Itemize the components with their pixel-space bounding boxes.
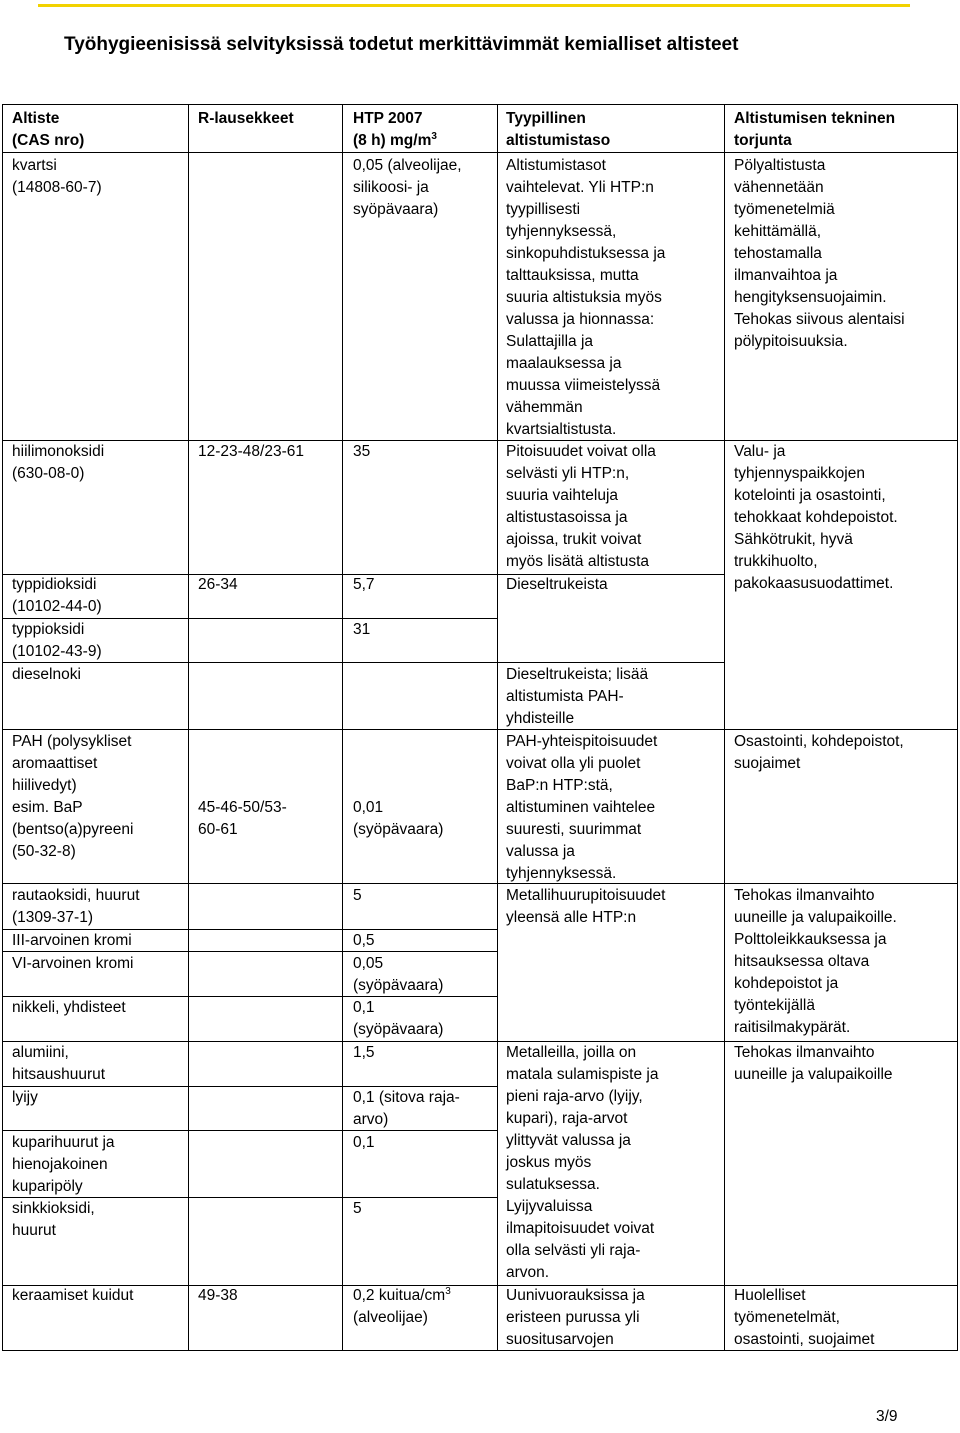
cell-htp: 0,2 kuitua/$cm^3$ (alveolijae) bbox=[353, 1286, 451, 1326]
cell-htp: 35 bbox=[353, 443, 371, 460]
cell-htp: 5 bbox=[353, 887, 362, 904]
cell-htp: 0,5 bbox=[353, 932, 375, 949]
cell-altiste: III-arvoinen kromi bbox=[12, 932, 132, 949]
cell-torjunta: Valu- ja tyhjennyspaikkojen kotelointi ja osastointi, tehokkaat kohdepoistot. Sähkötrukit, hyvä trukkihuolto, pakokaasusuodattimet. bbox=[734, 443, 898, 592]
cell-altiste: kuparihuurut ja hienojakoinen kuparipöly bbox=[12, 1134, 115, 1195]
cell-htp: 31 bbox=[353, 621, 371, 638]
cell-torjunta: Huolelliset työmenetelmät, osastointi, suojaimet bbox=[734, 1287, 875, 1348]
cell-htp: 0,05 (syöpävaara) bbox=[353, 955, 444, 994]
cell-altiste: rautaoksidi, huurut (1309-37-1) bbox=[12, 887, 140, 926]
cell-r-lausekkeet: 26-34 bbox=[198, 576, 238, 593]
cell-altistumistaso: Dieseltrukeista; lisää altistumista PAH- yhdisteille bbox=[506, 666, 649, 727]
cell-htp: 0,01 (syöpävaara) bbox=[353, 799, 444, 838]
cell-altiste: keraamiset kuidut bbox=[12, 1287, 134, 1304]
cell-altiste: lyijy bbox=[12, 1089, 38, 1106]
cell-r-lausekkeet: 45-46-50/53- 60-61 bbox=[198, 799, 287, 838]
cell-htp: 5,7 bbox=[353, 576, 375, 593]
cell-altiste: sinkkioksidi, huurut bbox=[12, 1200, 95, 1239]
cell-altistumistaso: Pitoisuudet voivat olla selvästi yli HTP:n, suuria vaihteluja altistustasoissa ja ajoissa, trukit voivat myös lisätä altistusta bbox=[506, 443, 656, 570]
cell-htp: 0,1 (syöpävaara) bbox=[353, 999, 444, 1038]
cell-torjunta: Tehokas ilmanvaihto uuneille ja valupaikoille. Polttoleikkauksessa ja hitsauksessa oltava kohdepoistot ja työntekijällä raitisilmakypärät. bbox=[734, 887, 897, 1036]
cell-r-lausekkeet: 12-23-48/23-61 bbox=[198, 443, 304, 460]
page-title: Työhygieenisissä selvityksissä todetut merkittävimmät kemialliset altisteet bbox=[64, 34, 739, 55]
cell-altistumistaso: Dieseltrukeista bbox=[506, 576, 608, 593]
header-tyypillinen: Tyypillinen altistumistaso bbox=[506, 110, 611, 149]
cell-altiste: typpioksidi (10102-43-9) bbox=[12, 621, 102, 660]
cell-altiste: dieselnoki bbox=[12, 666, 81, 683]
cell-htp: 5 bbox=[353, 1200, 362, 1217]
cell-torjunta: Tehokas ilmanvaihto uuneille ja valupaikoille bbox=[734, 1044, 893, 1083]
cell-altistumistaso: Altistumistasot vaihtelevat. Yli HTP:n tyypillisesti tyhjennyksessä, sinkopuhdistuksessa ja talttauksissa, mutta suuria altistuksia myös valussa ja hionnassa: Sulattajilla ja maalauksessa ja muussa viimeistelyssä vähemmän kvartsialtistusta. bbox=[506, 157, 666, 438]
header-altiste: Altiste (CAS nro) bbox=[12, 110, 85, 149]
cell-r-lausekkeet: 49-38 bbox=[198, 1287, 238, 1304]
cell-altiste: PAH (polysykliset aromaattiset hiilivedyt) esim. BaP (bentso(a)pyreeni (50-32-8) bbox=[12, 733, 134, 860]
header-htp: HTP 2007 (8 h) $mg/m^3$ bbox=[353, 110, 437, 149]
cell-altistumistaso: PAH-yhteispitoisuudet voivat olla yli puolet BaP:n HTP:stä, altistuminen vaihtelee suuresti, suurimmat valussa ja tyhjennyksessä. bbox=[506, 733, 658, 882]
header-torjunta: Altistumisen tekninen torjunta bbox=[734, 110, 896, 149]
header-accent-line bbox=[38, 4, 910, 7]
cell-torjunta: Pölyaltistusta vähennetään työmenetelmiä kehittämällä, tehostamalla ilmanvaihtoa ja hengityksensuojaimin. Tehokas siivous alentaisi pölypitoisuuksia. bbox=[734, 157, 905, 350]
cell-altiste: nikkeli, yhdisteet bbox=[12, 999, 126, 1016]
page-number: 3/9 bbox=[876, 1408, 898, 1425]
cell-altiste: VI-arvoinen kromi bbox=[12, 955, 134, 972]
cell-altiste: typpidioksidi (10102-44-0) bbox=[12, 576, 102, 615]
cell-altistumistaso: Metallihuurupitoisuudet yleensä alle HTP:n bbox=[506, 887, 666, 926]
header-r-lausekkeet: R-lausekkeet bbox=[198, 110, 294, 127]
cell-altiste: alumiini, hitsaushuurut bbox=[12, 1044, 106, 1083]
cell-altiste: kvartsi (14808-60-7) bbox=[12, 157, 102, 196]
cell-altistumistaso: Uunivuorauksissa ja eristeen purussa yli suositusarvojen bbox=[506, 1287, 645, 1348]
cell-htp: 1,5 bbox=[353, 1044, 375, 1061]
cell-htp: 0,1 (sitova raja- arvo) bbox=[353, 1089, 460, 1128]
cell-htp: 0,1 bbox=[353, 1134, 375, 1151]
cell-altistumistaso: Metalleilla, joilla on matala sulamispiste ja pieni raja-arvo (lyijy, kupari), raja-arvot ylittyvät valussa ja joskus myös sulatuksessa. Lyijyvaluissa ilmapitoisuudet voivat olla selvästi yli raja- arvon. bbox=[506, 1044, 659, 1281]
cell-altiste: hiilimonoksidi (630-08-0) bbox=[12, 443, 105, 482]
cell-htp: 0,05 (alveolijae, silikoosi- ja syöpävaara) bbox=[353, 157, 462, 218]
cell-torjunta: Osastointi, kohdepoistot, suojaimet bbox=[734, 733, 904, 772]
